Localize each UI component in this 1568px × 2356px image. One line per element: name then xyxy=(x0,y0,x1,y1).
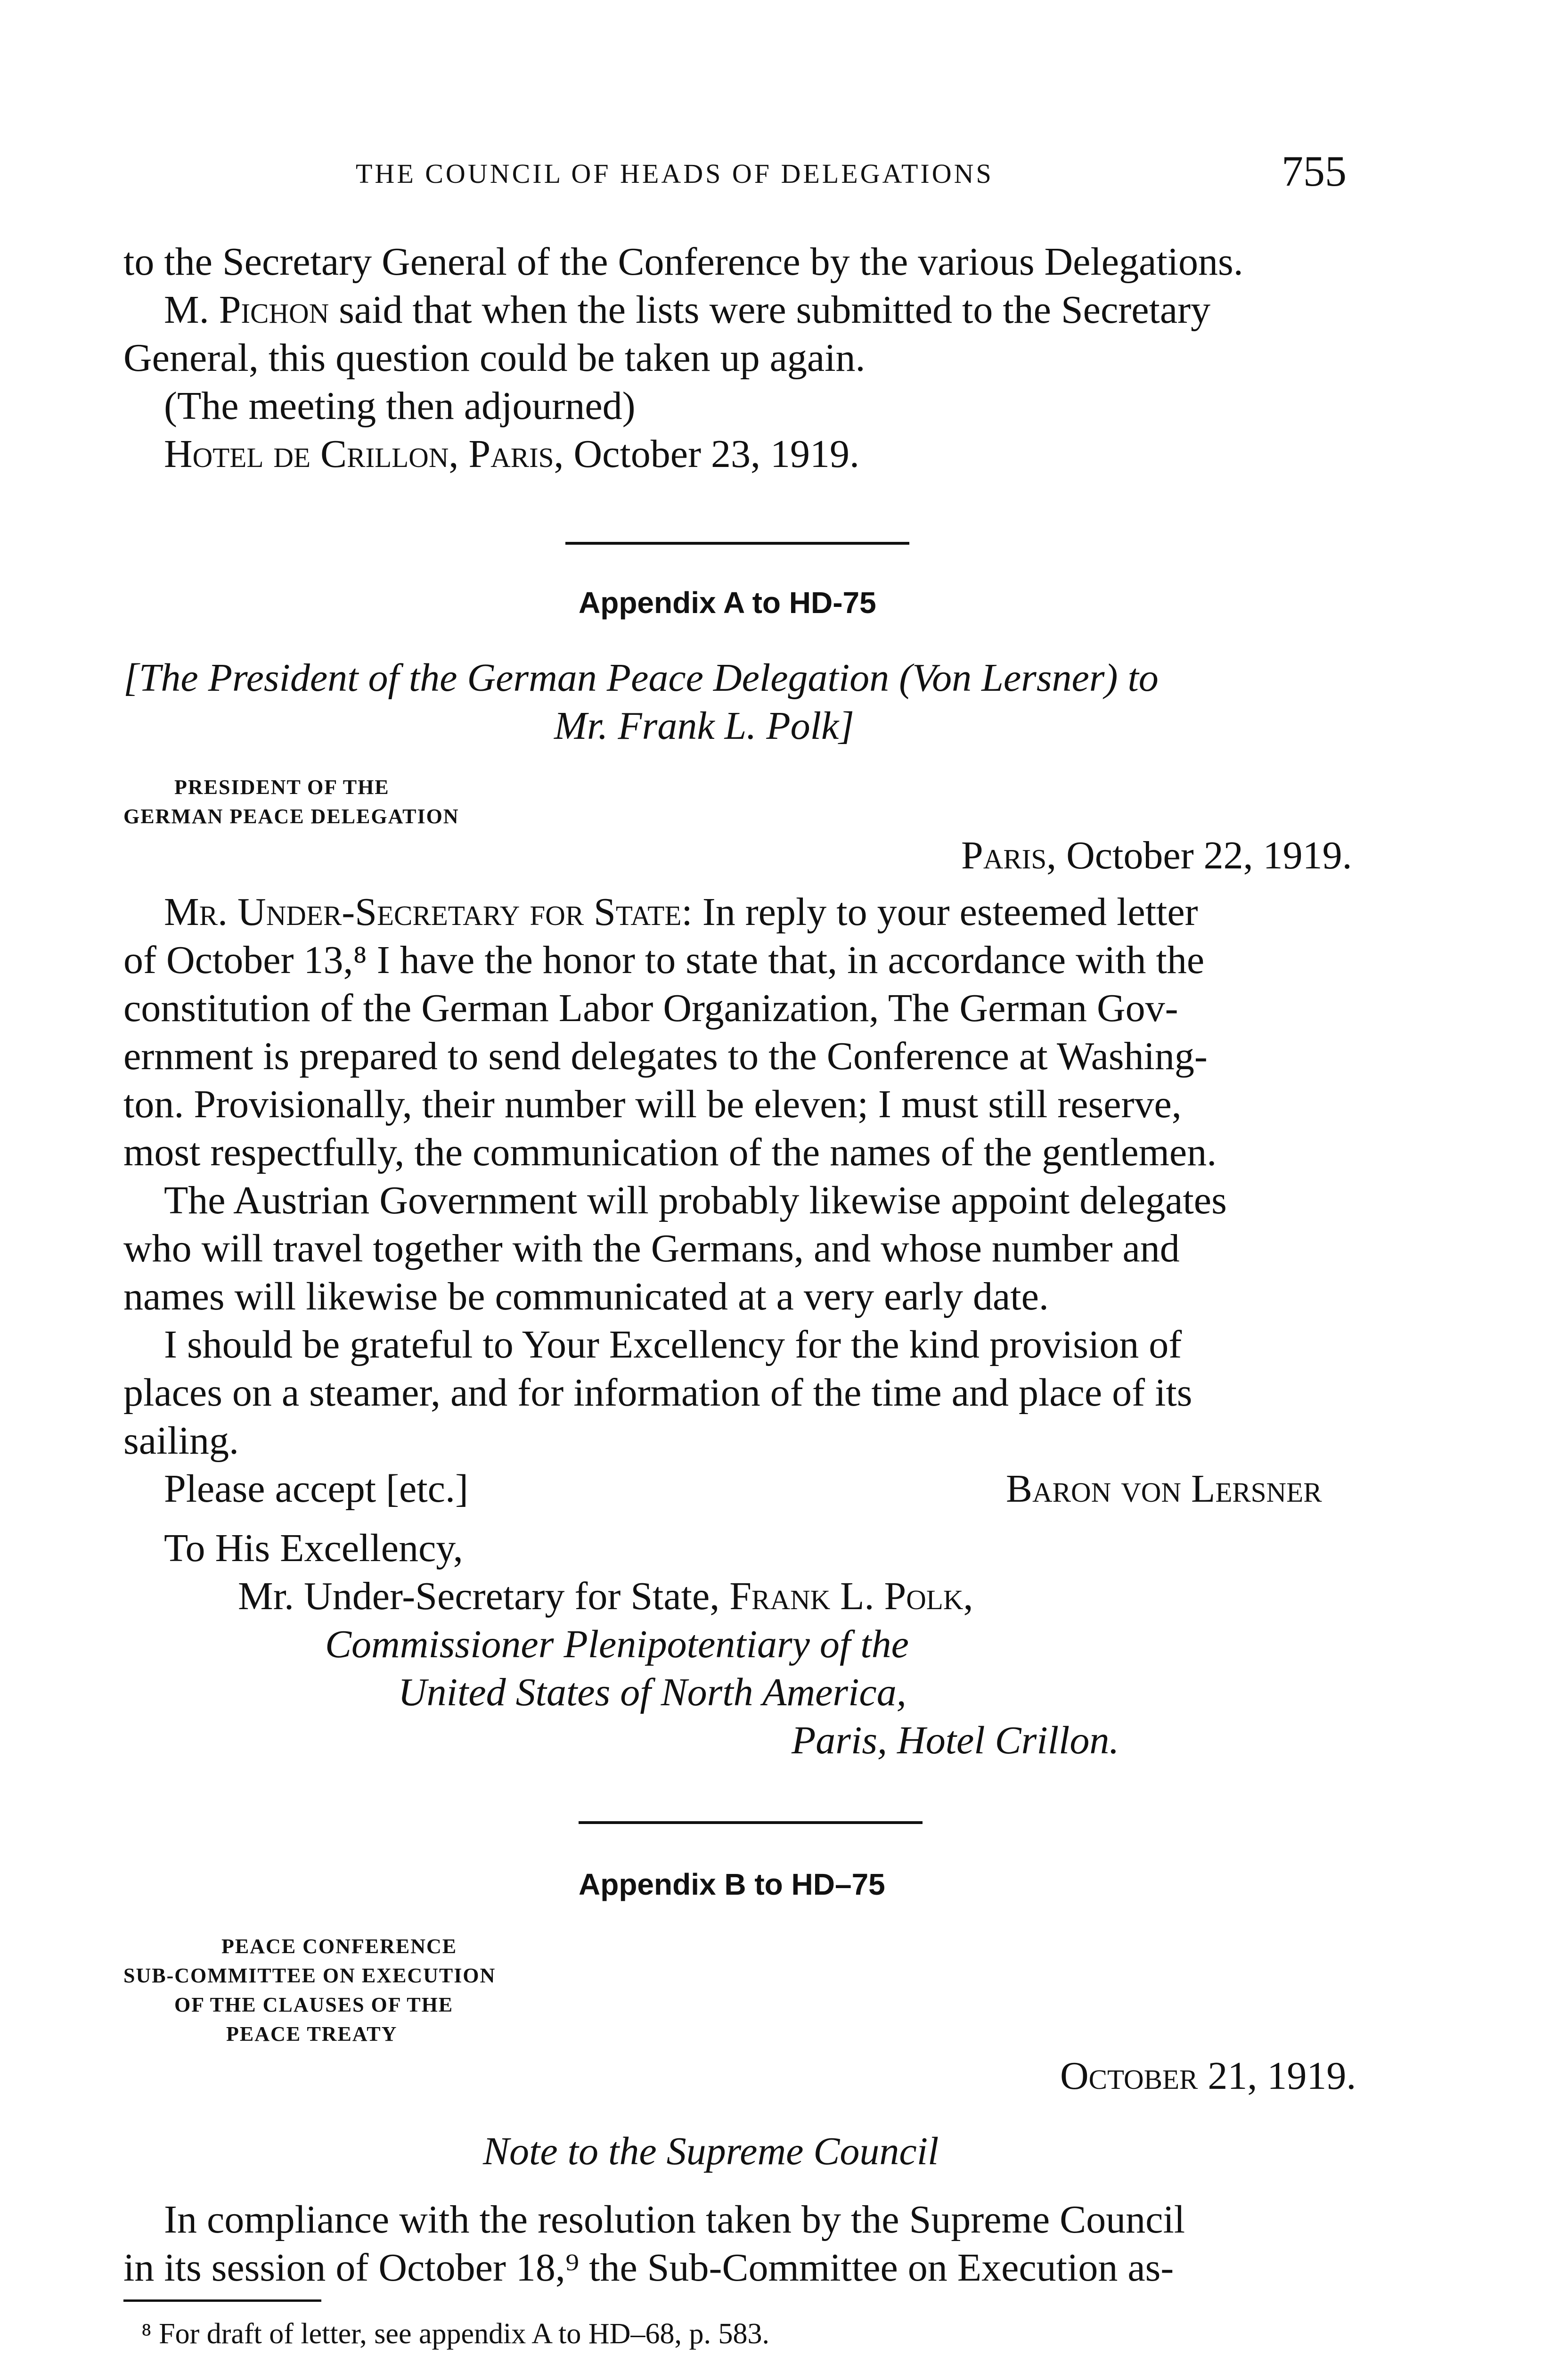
signature: Baron von Lersner xyxy=(1006,1467,1322,1511)
date: October 22, 1919. xyxy=(1056,834,1352,877)
footnote-rule xyxy=(123,2299,321,2302)
text-line: ton. Provisionally, their number will be eleven; I must still reserve, xyxy=(123,1082,1182,1126)
appendix-a-heading: Appendix A to HD-75 xyxy=(579,586,876,620)
footnote xyxy=(141,2354,472,2356)
speaker-name: M. Pichon xyxy=(164,288,329,332)
text-line: of October 13,⁸ I have the honor to state that, in accordance with the xyxy=(123,938,1205,982)
text-span: said that when the lists were submitted to the Secretary xyxy=(329,288,1211,332)
text-line xyxy=(164,286,1210,334)
text-line: General, this question could be taken up again. xyxy=(123,336,866,380)
text-line: In compliance with the resolution taken by the Supreme Council xyxy=(164,2198,1185,2241)
text-line: names will likewise be communicated at a very early date. xyxy=(123,1275,1049,1318)
address-line: United States of North America, xyxy=(398,1670,906,1714)
footnote: ⁸ For draft of letter, see appendix A to HD–68, p. 583. xyxy=(141,2318,769,2350)
address-line: To His Excellency, xyxy=(164,1526,463,1570)
letterhead: PRESIDENT OF THE xyxy=(174,776,390,799)
text-span: Mr. Under-Secretary for State, xyxy=(238,1574,730,1618)
page-number: 755 xyxy=(1282,147,1347,195)
appendix-a-title: Mr. Frank L. Polk] xyxy=(554,704,854,748)
running-head: THE COUNCIL OF HEADS OF DELEGATIONS xyxy=(356,158,994,189)
text-line: most respectfully, the communication of the names of the gentlemen. xyxy=(123,1130,1217,1174)
letterhead: GERMAN PEACE DELEGATION xyxy=(123,805,459,828)
letterhead: PEACE TREATY xyxy=(226,2022,398,2045)
dateline xyxy=(1060,2052,1356,2100)
address-line: Paris, Hotel Crillon. xyxy=(792,1718,1119,1762)
text-line: who will travel together with the Germans, and whose number and xyxy=(123,1227,1180,1270)
text-line: The Austrian Government will probably likewise appoint delegates xyxy=(164,1178,1227,1222)
meeting-adjourned-note: (The meeting then adjourned) xyxy=(164,384,636,428)
closing: Please accept [etc.] xyxy=(164,1467,468,1511)
place: Paris, xyxy=(961,834,1057,877)
date: October 23, 1919. xyxy=(564,432,860,476)
recipient-name: Frank L. Polk, xyxy=(729,1574,973,1618)
text-line: constitution of the German Labor Organization, The German Gov- xyxy=(123,986,1178,1030)
place: Hotel de Crillon, Paris, xyxy=(164,432,564,476)
place-date-line xyxy=(164,430,859,478)
text-line: to the Secretary General of the Conference by the various Delegations. xyxy=(123,240,1243,284)
text-span: In reply to your esteemed letter xyxy=(692,890,1198,934)
address-line: Commissioner Plenipotentiary of the xyxy=(325,1622,909,1666)
salutation: Mr. Under-Secretary for State: xyxy=(164,890,693,934)
section-divider xyxy=(579,1821,923,1824)
date: 21, 1919. xyxy=(1198,2054,1356,2098)
text-line: in its session of October 18,⁹ the Sub-Committee on Execution as- xyxy=(123,2246,1174,2290)
appendix-a-title: [The President of the German Peace Delegation (Von Lersner) to xyxy=(123,656,1159,700)
text-line xyxy=(164,888,1198,936)
dateline xyxy=(961,832,1352,880)
letterhead: SUB-COMMITTEE ON EXECUTION xyxy=(123,1964,496,1987)
month: October xyxy=(1060,2054,1198,2098)
letterhead: PEACE CONFERENCE xyxy=(221,1935,457,1958)
text-line: I should be grateful to Your Excellency for the kind provision of xyxy=(164,1323,1182,1366)
section-divider xyxy=(565,542,909,545)
text-line: sailing. xyxy=(123,1419,239,1463)
text-line: ernment is prepared to send delegates to the Conference at Washing- xyxy=(123,1034,1208,1078)
address-line xyxy=(238,1572,973,1620)
appendix-b-heading: Appendix B to HD–75 xyxy=(579,1867,885,1901)
text-line: places on a steamer, and for information of the time and place of its xyxy=(123,1371,1192,1415)
letterhead: OF THE CLAUSES OF THE xyxy=(174,1993,454,2016)
note-title: Note to the Supreme Council xyxy=(483,2129,939,2173)
